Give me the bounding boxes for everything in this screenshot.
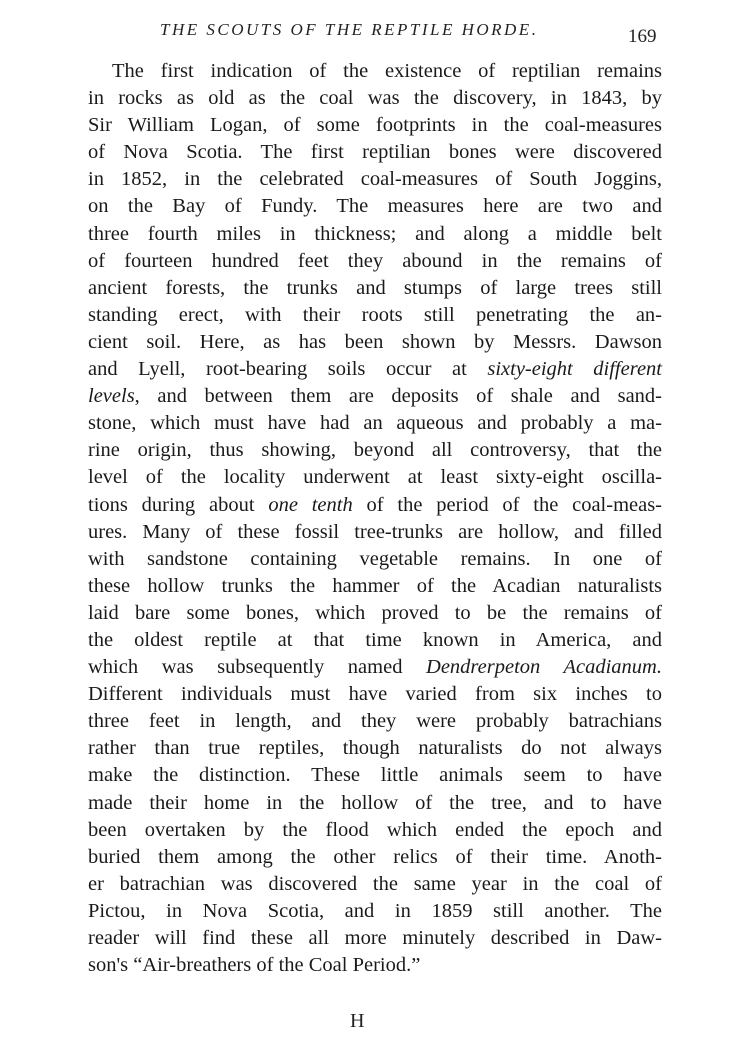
text-line xyxy=(88,844,662,871)
text-segment: reader will find these all more minutely described in Daw- xyxy=(88,927,662,949)
body-paragraph xyxy=(88,58,662,979)
text-segment: make the distinction. These little animals seem to have xyxy=(88,764,662,787)
text-segment: of Nova Scotia. The first reptilian bones were discovered xyxy=(88,141,662,164)
text-line xyxy=(88,952,662,979)
text-segment: rather than true reptiles, though naturalists do not always xyxy=(88,737,662,760)
text-segment: of fourteen hundred feet they abound in the remains of xyxy=(88,249,662,272)
text-segment: with sandstone containing vegetable remains. In one of xyxy=(88,547,662,570)
text-segment: , and between them are deposits of shale and sand- xyxy=(134,385,662,408)
text-line xyxy=(88,437,662,464)
text-line xyxy=(88,58,662,85)
text-line xyxy=(88,329,662,356)
text-line xyxy=(88,817,662,844)
text-segment: three fourth miles in thickness; and along a middle belt xyxy=(88,222,662,245)
text-segment: rine origin, thus showing, beyond all controversy, that the xyxy=(88,439,662,462)
text-segment: of the period of the coal-meas- xyxy=(352,493,663,516)
italic-phrase: Dendrerpeton Acadianum. xyxy=(426,656,662,679)
text-segment: buried them among the other relics of their time. Anoth- xyxy=(88,845,662,868)
text-line xyxy=(88,519,662,546)
text-segment: these hollow trunks the hammer of the Acadian naturalists xyxy=(88,574,662,597)
text-line xyxy=(88,762,662,789)
text-segment: er batrachian was discovered the same year in the coal of xyxy=(88,872,662,895)
text-line xyxy=(88,139,662,166)
text-line xyxy=(88,681,662,708)
text-segment: the oldest reptile at that time known in America, and xyxy=(88,628,662,651)
text-segment: son's “Air-breathers of the Coal Period.” xyxy=(88,954,421,977)
text-line xyxy=(88,275,662,302)
page-number: 169 xyxy=(628,26,657,47)
italic-phrase: sixty-eight different xyxy=(487,358,662,381)
text-line xyxy=(88,600,662,627)
text-line xyxy=(88,166,662,193)
text-segment: Pictou, in Nova Scotia, and in 1859 still another. The xyxy=(88,899,662,922)
text-segment: level of the locality underwent at least sixty-eight oscilla- xyxy=(88,466,662,489)
text-segment: standing erect, with their roots still penetrating the an- xyxy=(88,303,662,326)
text-line xyxy=(88,410,662,437)
text-segment: on the Bay of Fundy. The measures here are two and xyxy=(88,195,662,218)
text-line xyxy=(88,221,662,248)
text-segment: Sir William Logan, of some footprints in the coal-measures xyxy=(88,114,662,137)
text-segment: which was subsequently named xyxy=(88,656,427,679)
text-line xyxy=(88,248,662,275)
text-line xyxy=(88,898,662,925)
text-segment: in rocks as old as the coal was the discovery, in 1843, by xyxy=(88,87,662,110)
text-line xyxy=(88,735,662,762)
text-segment: ures. Many of these fossil tree-trunks are hollow, and filled xyxy=(88,520,662,543)
text-line xyxy=(88,546,662,573)
text-segment: three feet in length, and they were probably batrachians xyxy=(88,710,662,733)
text-segment: and Lyell, root-bearing soils occur at xyxy=(88,358,488,381)
text-line xyxy=(88,871,662,898)
text-line xyxy=(88,464,662,491)
text-line xyxy=(88,708,662,735)
text-line xyxy=(88,925,662,952)
text-line xyxy=(88,573,662,600)
text-line xyxy=(88,383,662,410)
text-segment: cient soil. Here, as has been shown by Messrs. Dawson xyxy=(88,330,662,353)
text-segment: Different individuals must have varied from six inches to xyxy=(88,683,662,706)
text-line xyxy=(88,627,662,654)
text-line xyxy=(88,302,662,329)
text-line xyxy=(88,654,662,681)
signature-mark: H xyxy=(350,1010,365,1032)
text-segment: tions during about xyxy=(88,493,269,516)
text-segment: stone, which must have had an aqueous and probably a ma- xyxy=(88,412,662,435)
text-line xyxy=(88,85,662,112)
text-segment: been overtaken by the flood which ended the epoch and xyxy=(88,818,662,841)
text-segment: ancient forests, the trunks and stumps of large trees still xyxy=(88,276,662,299)
italic-phrase: levels xyxy=(88,385,135,408)
text-segment: The first indication of the existence of reptilian remains xyxy=(112,60,662,82)
italic-phrase: one tenth xyxy=(268,493,353,516)
running-title: THE SCOUTS OF THE REPTILE HORDE. xyxy=(160,20,539,39)
text-segment: laid bare some bones, which proved to be the remains of xyxy=(88,601,662,624)
text-segment: made their home in the hollow of the tree, and to have xyxy=(88,791,662,814)
text-line xyxy=(88,112,662,139)
text-segment: in 1852, in the celebrated coal-measures of South Joggins, xyxy=(88,168,662,191)
text-line xyxy=(88,492,662,519)
text-line xyxy=(88,356,662,383)
text-line xyxy=(88,790,662,817)
text-line xyxy=(88,193,662,220)
